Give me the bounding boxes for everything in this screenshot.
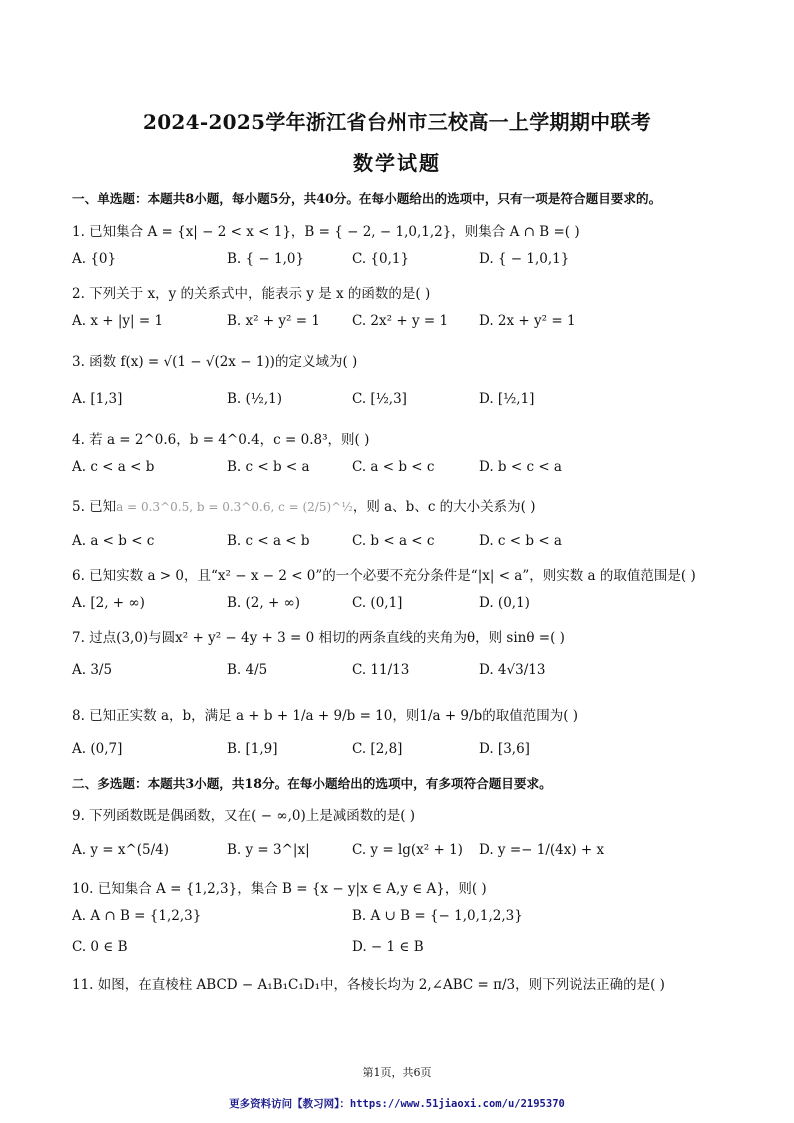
question-10-options-row-1 (72, 908, 752, 932)
question-1-stem: 1. 已知集合 A = {x| − 2 < x < 1}，B = { − 2, − 1,0,1,2}，则集合 A ∩ B =( ) (72, 224, 580, 240)
question-6-options (72, 595, 752, 619)
option-b: B. (½,1) (227, 391, 283, 407)
option-c: C. 11/13 (352, 662, 410, 678)
option-a: A. [1,3] (72, 391, 123, 407)
question-5-stem (72, 495, 752, 515)
option-b: B. [1,9] (227, 741, 278, 757)
question-9-stem: 9. 下列函数既是偶函数，又在( − ∞,0)上是减函数的是( ) (72, 808, 416, 824)
question-4-stem: 4. 若 a = 2^0.6，b = 4^0.4，c = 0.8³，则( ) (72, 432, 370, 448)
option-b: B. x² + y² = 1 (227, 313, 320, 329)
resource-link-text[interactable]: 更多资料访问【教习网】：https://www.51jiaoxi.com/u/2195370 (229, 1098, 565, 1110)
option-d: D. { − 1,0,1} (479, 251, 570, 267)
option-b: B. { − 1,0} (227, 251, 305, 267)
option-a: A. [2, + ∞) (72, 595, 145, 611)
option-b: B. (2, + ∞) (227, 595, 301, 611)
question-11-stem: 11. 如图，在直棱柱 ABCD − A₁B₁C₁D₁中，各棱长均为 2,∠ABC = π/3，则下列说法正确的是( ) (72, 977, 665, 993)
option-a: A. {0} (72, 251, 117, 267)
section-single-choice: 一、单选题：本题共8小题，每小题5分，共40分。在每小题给出的选项中，只有一项是符合题目要求的。 (72, 191, 662, 206)
option-d: D. 4√3/13 (479, 662, 546, 678)
option-b: B. y = 3^|x| (227, 842, 310, 858)
option-c: C. 0 ∈ B (72, 939, 128, 955)
option-c: C. b < a < c (352, 533, 435, 549)
question-5-options (72, 533, 752, 557)
option-b: B. c < a < b (227, 533, 310, 549)
question-7-stem: 7. 过点(3,0)与圆x² + y² − 4y + 3 = 0 相切的两条直线的夹角为θ，则 sinθ =( ) (72, 630, 565, 646)
question-10-options-row-2 (72, 939, 752, 963)
option-c: C. [½,3] (352, 391, 407, 407)
option-d: D. b < c < a (479, 459, 562, 475)
option-a: A. A ∩ B = {1,2,3} (72, 908, 202, 924)
option-b: B. c < b < a (227, 459, 310, 475)
question-5-stem-suffix: ，则 a、b、c 的大小关系为( ) (352, 499, 536, 515)
question-3-stem: 3. 函数 f(x) = √(1 − √(2x − 1))的定义域为( ) (72, 354, 358, 370)
page-number: 第1页，共6页 (362, 1066, 432, 1079)
question-6-stem: 6. 已知实数 a > 0，且“x² − x − 2 < 0”的一个必要不充分条件是“|x| < a”，则实数 a 的取值范围是( ) (72, 568, 696, 584)
question-1-options (72, 251, 752, 275)
question-9-options (72, 842, 752, 866)
resource-link[interactable] (0, 1096, 794, 1111)
question-8-stem: 8. 已知正实数 a，b，满足 a + b + 1/a + 9/b = 10，则1/a + 9/b的取值范围为( ) (72, 708, 579, 724)
option-d: D. (0,1) (479, 595, 530, 611)
question-2-options (72, 313, 752, 337)
option-d: D. c < b < a (479, 533, 562, 549)
option-c: C. 2x² + y = 1 (352, 313, 449, 329)
option-d: D. [3,6] (479, 741, 530, 757)
option-d: D. 2x + y² = 1 (479, 313, 576, 329)
option-b: B. 4/5 (227, 662, 268, 678)
question-8-options (72, 741, 752, 765)
option-a: A. a < b < c (72, 533, 155, 549)
question-3-options (72, 391, 752, 415)
exam-subject: 数学试题 (353, 151, 441, 175)
option-c: C. [2,8] (352, 741, 403, 757)
question-2-stem: 2. 下列关于 x，y 的关系式中，能表示 y 是 x 的函数的是( ) (72, 286, 431, 302)
option-c: C. a < b < c (352, 459, 435, 475)
question-10-stem: 10. 已知集合 A = {1,2,3}，集合 B = {x − y|x ∈ A,y ∈ A}，则( ) (72, 881, 487, 897)
option-d: D. − 1 ∈ B (352, 939, 424, 955)
option-d: D. [½,1] (479, 391, 535, 407)
question-5-faded-formula: a = 0.3^0.5, b = 0.3^0.6, c = (2/5)^½ (116, 500, 353, 514)
option-a: A. (0,7] (72, 741, 123, 757)
option-a: A. 3/5 (72, 662, 113, 678)
question-5-stem-prefix: 5. 已知 (72, 499, 117, 515)
option-a: A. y = x^(5/4) (72, 842, 170, 858)
option-c: C. {0,1} (352, 251, 410, 267)
exam-title: 2024-2025学年浙江省台州市三校高一上学期期中联考 (142, 110, 652, 134)
section-multiple-choice: 二、多选题：本题共3小题，共18分。在每小题给出的选项中，有多项符合题目要求。 (72, 776, 552, 791)
option-c: C. y = lg(x² + 1) (352, 842, 463, 858)
option-d: D. y =− 1/(4x) + x (479, 842, 605, 858)
question-4-options (72, 459, 752, 483)
option-a: A. c < a < b (72, 459, 155, 475)
question-7-options (72, 662, 752, 686)
option-b: B. A ∪ B = {− 1,0,1,2,3} (352, 908, 523, 924)
option-c: C. (0,1] (352, 595, 403, 611)
option-a: A. x + |y| = 1 (72, 313, 164, 329)
